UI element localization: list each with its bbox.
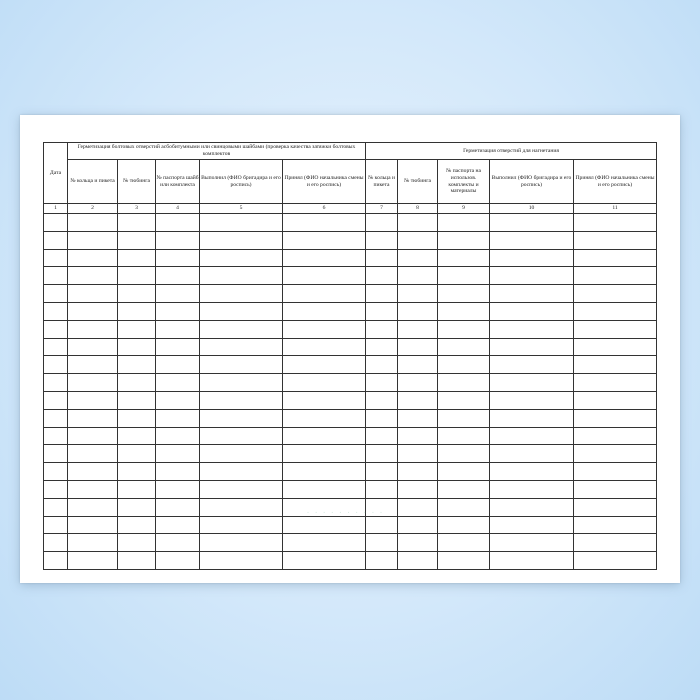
table-cell <box>438 391 490 409</box>
column-number: 1 <box>44 204 68 214</box>
table-cell <box>366 480 398 498</box>
column-number: 4 <box>156 204 200 214</box>
table-cell <box>44 356 68 374</box>
table-cell <box>118 249 156 267</box>
table-cell <box>283 534 366 552</box>
header-performed-by: Выполнил (ФИО бригадира и его роспись) <box>200 160 283 204</box>
table-cell <box>200 374 283 392</box>
header-accepted-by: Принял (ФИО начальника смены и его роспись) <box>283 160 366 204</box>
table-cell <box>490 409 574 427</box>
table-cell <box>68 374 118 392</box>
table-cell <box>44 427 68 445</box>
header-accepted-by-2: Принял (ФИО начальника смены и его роспись) <box>574 160 657 204</box>
table-cell <box>200 214 283 232</box>
table-cell <box>398 480 438 498</box>
table-cell <box>574 463 657 481</box>
table-cell <box>398 552 438 570</box>
table-cell <box>68 231 118 249</box>
table-cell <box>366 374 398 392</box>
table-cell <box>156 552 200 570</box>
table-cell <box>156 445 200 463</box>
column-number: 8 <box>398 204 438 214</box>
table-cell <box>366 534 398 552</box>
table-cell <box>574 231 657 249</box>
table-cell <box>68 480 118 498</box>
table-cell <box>68 214 118 232</box>
table-cell <box>398 534 438 552</box>
table-cell <box>68 267 118 285</box>
table-cell <box>156 356 200 374</box>
table-cell <box>438 267 490 285</box>
watermark: · · · · · · · · · · <box>306 507 384 518</box>
table-cell <box>398 409 438 427</box>
table-cell <box>44 267 68 285</box>
table-cell <box>574 285 657 303</box>
table-cell <box>156 480 200 498</box>
table-cell <box>283 214 366 232</box>
table-cell <box>438 249 490 267</box>
table-cell <box>118 552 156 570</box>
table-row <box>44 463 657 481</box>
table-cell <box>68 498 118 516</box>
table-cell <box>398 338 438 356</box>
table-cell <box>156 391 200 409</box>
group-header-injection-sealing: Герметизация отверстий для нагнетания <box>366 143 657 160</box>
journal-sheet <box>20 115 680 583</box>
table-cell <box>398 356 438 374</box>
table-cell <box>156 249 200 267</box>
table-cell <box>438 445 490 463</box>
table-cell <box>366 231 398 249</box>
column-number: 6 <box>283 204 366 214</box>
table-cell <box>200 302 283 320</box>
table-cell <box>490 249 574 267</box>
table-cell <box>366 445 398 463</box>
table-cell <box>200 480 283 498</box>
column-number: 11 <box>574 204 657 214</box>
table-cell <box>156 374 200 392</box>
table-cell <box>438 231 490 249</box>
table-cell <box>438 552 490 570</box>
table-cell <box>574 302 657 320</box>
table-cell <box>438 356 490 374</box>
table-cell <box>490 463 574 481</box>
table-cell <box>398 427 438 445</box>
table-cell <box>283 285 366 303</box>
table-cell <box>156 534 200 552</box>
table-cell <box>574 552 657 570</box>
table-cell <box>200 356 283 374</box>
table-cell <box>574 267 657 285</box>
table-cell <box>366 391 398 409</box>
table-cell <box>398 231 438 249</box>
table-row <box>44 214 657 232</box>
table-row <box>44 374 657 392</box>
table-cell <box>156 214 200 232</box>
table-cell <box>118 338 156 356</box>
header-tubing-2: № тюбинга <box>398 160 438 204</box>
table-cell <box>118 391 156 409</box>
table-cell <box>366 356 398 374</box>
table-cell <box>200 285 283 303</box>
table-cell <box>283 356 366 374</box>
table-cell <box>574 445 657 463</box>
table-cell <box>118 302 156 320</box>
table-cell <box>68 356 118 374</box>
table-cell <box>200 249 283 267</box>
table-cell <box>283 374 366 392</box>
table-cell <box>68 552 118 570</box>
table-cell <box>366 302 398 320</box>
table-cell <box>44 320 68 338</box>
column-number: 5 <box>200 204 283 214</box>
table-cell <box>398 463 438 481</box>
table-cell <box>200 231 283 249</box>
table-cell <box>490 214 574 232</box>
table-row <box>44 338 657 356</box>
table-cell <box>68 285 118 303</box>
table-cell <box>490 374 574 392</box>
table-cell <box>283 302 366 320</box>
table-cell <box>574 480 657 498</box>
table-cell <box>283 552 366 570</box>
table-cell <box>574 534 657 552</box>
table-cell <box>156 231 200 249</box>
header-tubing: № тюбинга <box>118 160 156 204</box>
table-cell <box>366 249 398 267</box>
table-cell <box>118 534 156 552</box>
table-cell <box>366 285 398 303</box>
table-cell <box>438 320 490 338</box>
table-cell <box>366 338 398 356</box>
table-cell <box>366 214 398 232</box>
table-cell <box>68 338 118 356</box>
table-cell <box>118 356 156 374</box>
table-cell <box>200 552 283 570</box>
table-cell <box>366 552 398 570</box>
table-cell <box>490 231 574 249</box>
table-cell <box>438 214 490 232</box>
table-cell <box>200 391 283 409</box>
header-date: Дата <box>44 143 68 204</box>
table-cell <box>490 427 574 445</box>
table-cell <box>490 534 574 552</box>
table-cell <box>44 391 68 409</box>
table-cell <box>283 480 366 498</box>
table-cell <box>366 320 398 338</box>
table-cell <box>156 409 200 427</box>
table-row <box>44 285 657 303</box>
table-cell <box>574 320 657 338</box>
table-cell <box>490 356 574 374</box>
table-cell <box>156 338 200 356</box>
table-cell <box>438 302 490 320</box>
table-row <box>44 249 657 267</box>
table-cell <box>200 534 283 552</box>
header-performed-by-2: Выполнил (ФИО бригадира и его роспись) <box>490 160 574 204</box>
table-cell <box>156 302 200 320</box>
table-cell <box>490 320 574 338</box>
table-cell <box>283 445 366 463</box>
table-cell <box>68 427 118 445</box>
table-cell <box>366 267 398 285</box>
header-materials-passport: № паспорта на использов. комплекты и материалы <box>438 160 490 204</box>
table-cell <box>118 214 156 232</box>
table-cell <box>490 498 574 516</box>
table-row <box>44 356 657 374</box>
table-row <box>44 534 657 552</box>
table-cell <box>490 285 574 303</box>
table-cell <box>438 285 490 303</box>
table-cell <box>118 267 156 285</box>
table-cell <box>44 534 68 552</box>
table-cell <box>366 427 398 445</box>
table-cell <box>156 267 200 285</box>
table-cell <box>156 285 200 303</box>
table-cell <box>68 516 118 534</box>
group-header-bolt-sealing: Герметизация болтовых отверстий асбобитумными или свинцовыми шайбами (проверка качества затяжки болтовых комплектов <box>68 143 366 160</box>
table-cell <box>68 534 118 552</box>
column-number: 7 <box>366 204 398 214</box>
table-cell <box>68 445 118 463</box>
table-cell <box>438 409 490 427</box>
table-cell <box>44 214 68 232</box>
table-row <box>44 552 657 570</box>
column-number: 3 <box>118 204 156 214</box>
table-cell <box>200 267 283 285</box>
table-cell <box>118 427 156 445</box>
table-cell <box>200 445 283 463</box>
table-cell <box>118 409 156 427</box>
table-cell <box>44 409 68 427</box>
table-cell <box>574 516 657 534</box>
table-cell <box>44 445 68 463</box>
table-cell <box>44 249 68 267</box>
table-cell <box>438 480 490 498</box>
table-cell <box>200 320 283 338</box>
table-cell <box>156 427 200 445</box>
table-cell <box>156 320 200 338</box>
table-cell <box>398 320 438 338</box>
table-cell <box>574 214 657 232</box>
table-row <box>44 409 657 427</box>
table-cell <box>44 302 68 320</box>
table-cell <box>398 267 438 285</box>
table-cell <box>118 320 156 338</box>
table-cell <box>68 463 118 481</box>
column-number: 2 <box>68 204 118 214</box>
table-cell <box>118 285 156 303</box>
table-cell <box>118 374 156 392</box>
table-cell <box>44 480 68 498</box>
table-cell <box>574 374 657 392</box>
table-cell <box>398 445 438 463</box>
table-cell <box>438 463 490 481</box>
table-cell <box>200 338 283 356</box>
table-cell <box>68 249 118 267</box>
table-cell <box>68 302 118 320</box>
table-cell <box>156 516 200 534</box>
table-cell <box>118 463 156 481</box>
table-cell <box>156 498 200 516</box>
table-cell <box>574 356 657 374</box>
table-cell <box>68 409 118 427</box>
table-cell <box>44 498 68 516</box>
table-cell <box>44 516 68 534</box>
column-number: 10 <box>490 204 574 214</box>
table-row <box>44 302 657 320</box>
table-row <box>44 267 657 285</box>
table-cell <box>44 338 68 356</box>
table-cell <box>398 391 438 409</box>
table-cell <box>490 391 574 409</box>
table-cell <box>118 498 156 516</box>
table-cell <box>438 374 490 392</box>
table-cell <box>283 463 366 481</box>
table-cell <box>490 267 574 285</box>
table-cell <box>398 285 438 303</box>
table-row <box>44 445 657 463</box>
table-cell <box>156 463 200 481</box>
table-cell <box>283 231 366 249</box>
table-cell <box>283 338 366 356</box>
header-ring-picket: № кольца и пикета <box>68 160 118 204</box>
table-row <box>44 391 657 409</box>
table-cell <box>438 498 490 516</box>
table-row <box>44 480 657 498</box>
table-cell <box>200 427 283 445</box>
table-cell <box>490 338 574 356</box>
table-cell <box>574 391 657 409</box>
table-cell <box>398 374 438 392</box>
table-cell <box>438 427 490 445</box>
table-cell <box>283 391 366 409</box>
table-cell <box>574 338 657 356</box>
table-cell <box>438 534 490 552</box>
table-cell <box>283 249 366 267</box>
table-cell <box>438 516 490 534</box>
table-cell <box>44 552 68 570</box>
table-row <box>44 231 657 249</box>
table-cell <box>574 409 657 427</box>
table-cell <box>490 552 574 570</box>
table-cell <box>490 445 574 463</box>
table-cell <box>283 267 366 285</box>
table-cell <box>398 214 438 232</box>
table-cell <box>68 320 118 338</box>
table-cell <box>118 516 156 534</box>
table-cell <box>44 285 68 303</box>
table-cell <box>574 498 657 516</box>
table-cell <box>200 409 283 427</box>
table-cell <box>366 409 398 427</box>
table-cell <box>398 302 438 320</box>
table-cell <box>574 249 657 267</box>
table-cell <box>44 463 68 481</box>
table-cell <box>118 231 156 249</box>
table-cell <box>118 480 156 498</box>
table-cell <box>490 480 574 498</box>
column-number: 9 <box>438 204 490 214</box>
table-row <box>44 320 657 338</box>
table-cell <box>200 463 283 481</box>
header-washer-passport: № паспорта шайб или комплекта <box>156 160 200 204</box>
table-cell <box>68 391 118 409</box>
table-cell <box>574 427 657 445</box>
table-cell <box>283 320 366 338</box>
table-cell <box>398 249 438 267</box>
header-ring-picket-2: № кольца и пикета <box>366 160 398 204</box>
table-cell <box>283 409 366 427</box>
table-cell <box>118 445 156 463</box>
table-cell <box>44 374 68 392</box>
table-cell <box>283 427 366 445</box>
table-cell <box>438 338 490 356</box>
table-cell <box>44 231 68 249</box>
table-row <box>44 427 657 445</box>
journal-table <box>43 142 657 570</box>
table-cell <box>490 516 574 534</box>
table-cell <box>490 302 574 320</box>
table-cell <box>366 463 398 481</box>
